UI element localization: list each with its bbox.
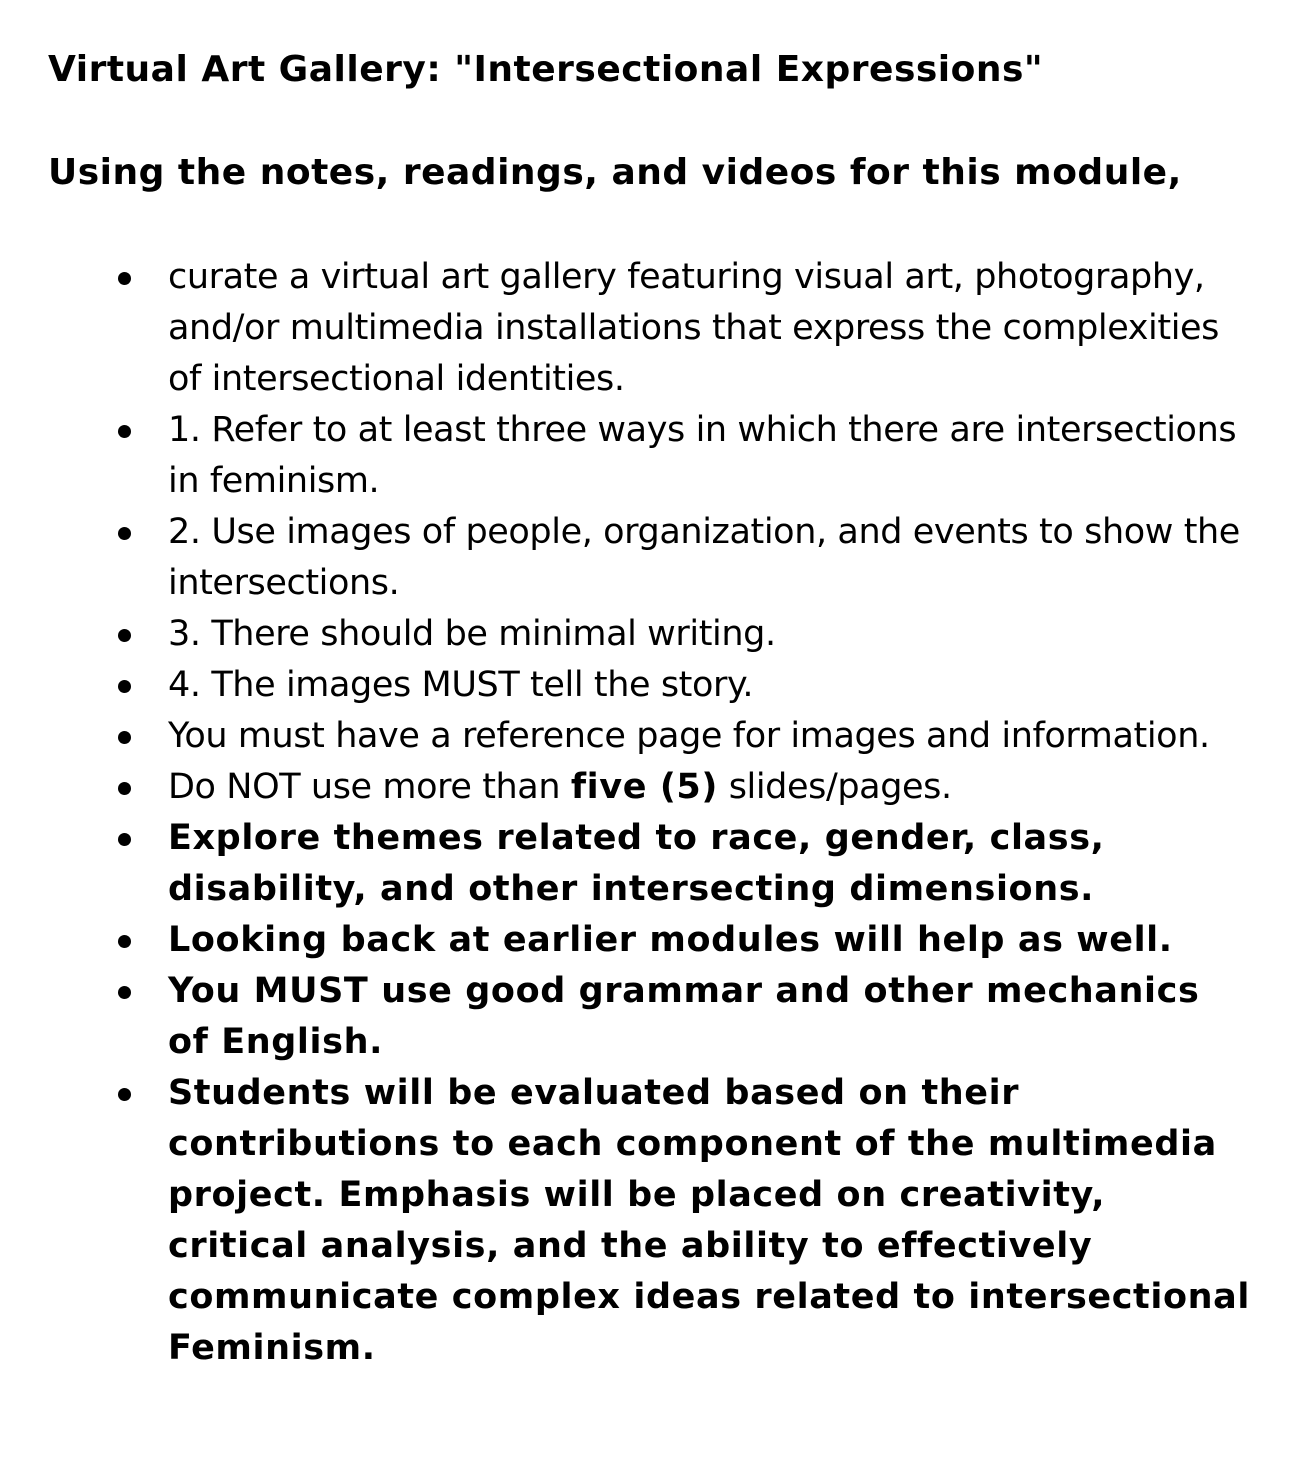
list-item: [168, 966, 1250, 1068]
bullet-icon: [118, 935, 131, 948]
list-item-text: Students will be evaluated based on their contributions to each component of the multimedia project. Emphasis will be placed on creativity, critical analysis, and the ability to effectively communicate complex ideas related to intersectional Feminism.: [168, 1073, 1250, 1368]
list-item: [168, 660, 1250, 711]
list-item: [168, 813, 1250, 915]
slides-limit-emphasis: five (5): [570, 767, 718, 807]
bullet-icon: [118, 1088, 131, 1101]
list-item-text: Looking back at earlier modules will help as well.: [168, 920, 1173, 960]
list-item: [168, 711, 1250, 762]
list-item: [168, 507, 1250, 609]
list-item: [168, 252, 1250, 405]
list-item: [168, 915, 1250, 966]
bullet-icon: [118, 986, 131, 999]
bullet-icon: [118, 833, 131, 846]
slides-limit-prefix: Do NOT use more than: [168, 767, 571, 807]
list-item-text: 2. Use images of people, organization, and events to show the intersections.: [168, 512, 1240, 603]
list-item: [168, 609, 1250, 660]
bullet-icon: [118, 272, 131, 285]
instructions-list: [48, 252, 1250, 1374]
list-item-slides-limit: [168, 762, 1250, 813]
bullet-icon: [118, 629, 131, 642]
list-item-text: Explore themes related to race, gender, class, disability, and other intersecting dimensions.: [168, 818, 1105, 909]
list-item: [168, 1068, 1250, 1374]
list-item-text: curate a virtual art gallery featuring visual art, photography, and/or multimedia installations that express the complexities of intersectional identities.: [168, 257, 1219, 399]
list-item: [168, 405, 1250, 507]
list-item-text: You must have a reference page for images and information.: [168, 716, 1210, 756]
bullet-icon: [118, 680, 131, 693]
list-item-text: You MUST use good grammar and other mechanics of English.: [168, 971, 1200, 1062]
list-item-text: 3. There should be minimal writing.: [168, 614, 776, 654]
bullet-icon: [118, 782, 131, 795]
bullet-icon: [118, 731, 131, 744]
list-item-text: 1. Refer to at least three ways in which there are intersections in feminism.: [168, 410, 1237, 501]
list-item-text: 4. The images MUST tell the story.: [168, 665, 754, 705]
intro-text: Using the notes, readings, and videos for this module,: [48, 152, 1182, 193]
bullet-icon: [118, 425, 131, 438]
page-title: Virtual Art Gallery: "Intersectional Expressions": [48, 49, 1044, 90]
slides-limit-suffix: slides/pages.: [717, 767, 952, 807]
bullet-icon: [118, 527, 131, 540]
